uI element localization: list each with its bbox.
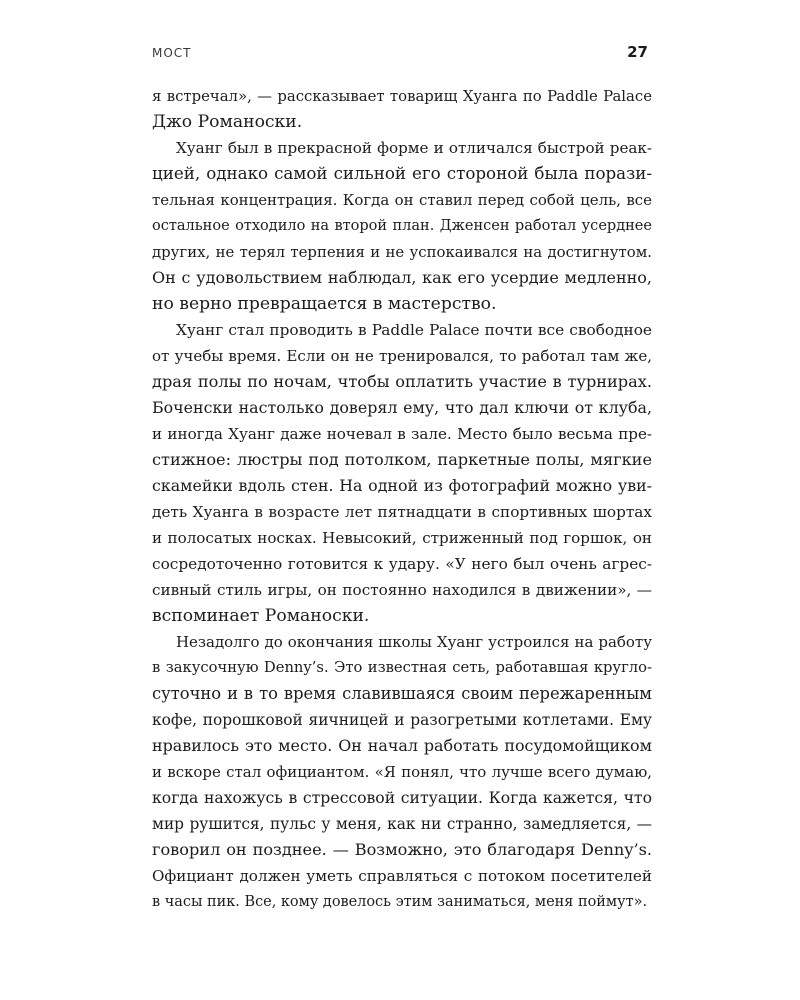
text-line: деть Хуанга в возрасте лет пятнадцати в спортивных шортах (152, 503, 652, 521)
text-line: драя полы по ночам, чтобы оплатить участие в турнирах. (152, 372, 652, 391)
text-line: суточно и в то время славившаяся своим пережаренным (152, 684, 652, 703)
text-line: других, не терял терпения и не успокаивался на достигнутом. (152, 243, 652, 261)
paragraph-2 (152, 135, 652, 317)
text-line: в часы пик. Все, кому довелось этим заниматься, меня поймут». (152, 894, 648, 910)
text-line: Незадолго до окончания школы Хуанг устроился на работу (176, 633, 652, 651)
text-line: вспоминает Романоски. (152, 606, 370, 626)
running-head: МОСТ (152, 46, 192, 60)
text-line: Он с удовольствием наблюдал, как его усердие медленно, (152, 268, 652, 287)
text-line: Хуанг стал проводить в Paddle Palace почти все свободное (176, 321, 652, 339)
text-line: и полосатых носках. Невысокий, стриженный под горшок, он (152, 529, 652, 547)
text-line: скамейки вдоль стен. На одной из фотографий можно уви- (152, 476, 652, 495)
paragraph-3 (152, 317, 652, 629)
text-line: Бочeнски настолько доверял ему, что дал ключи от клуба, (152, 398, 652, 417)
text-line: сосредоточенно готовится к удару. «У него был очень агрес- (152, 555, 652, 573)
text-line: остальное отходило на второй план. Дженсен работал усерднее (152, 218, 652, 234)
text-line: и вскоре стал официантом. «Я понял, что лучше всего думаю, (152, 763, 652, 781)
text-line: стижное: люстры под потолком, паркетные полы, мягкие (152, 450, 652, 469)
text-line: от учебы время. Если он не тренировался, то работал там же, (152, 347, 652, 365)
text-line: сивный стиль игры, он постоянно находился в движении», — (152, 581, 652, 599)
text-line: когда нахожусь в стрессовой ситуации. Когда кажется, что (152, 788, 652, 807)
text-line: нравилось это место. Он начал работать посудомойщиком (152, 736, 652, 755)
body-text (152, 83, 652, 915)
paragraph-4 (152, 629, 652, 915)
text-line: цией, однако самой сильной его стороной была порази- (152, 164, 652, 183)
paragraph-1 (152, 83, 652, 135)
text-line: и иногда Хуанг даже ночевал в зале. Место было весьма пре- (152, 425, 652, 443)
text-line: в закусочную Denny’s. Это известная сеть, работавшая кругло- (152, 659, 652, 676)
text-line: Хуанг был в прекрасной форме и отличался быстрой реак- (176, 139, 652, 157)
text-line: тельная концентрация. Когда он ставил перед собой цель, все (152, 191, 652, 209)
text-line: кофе, порошковой яичницей и разогретыми котлетами. Ему (152, 711, 652, 729)
text-line: мир рушится, пульс у меня, как ни странно, замедляется, — (152, 815, 652, 833)
text-line: Официант должен уметь справляться с потоком посетителей (152, 867, 652, 885)
text-line: я встречал», — рассказывает товарищ Хуанга по Paddle Palace (152, 87, 652, 105)
page-number: 27 (627, 43, 648, 61)
text-line: но верно превращается в мастерство. (152, 294, 497, 314)
text-line: говорил он позднее. — Возможно, это благодаря Denny’s. (152, 840, 652, 859)
text-line: Джо Романоски. (152, 112, 303, 132)
